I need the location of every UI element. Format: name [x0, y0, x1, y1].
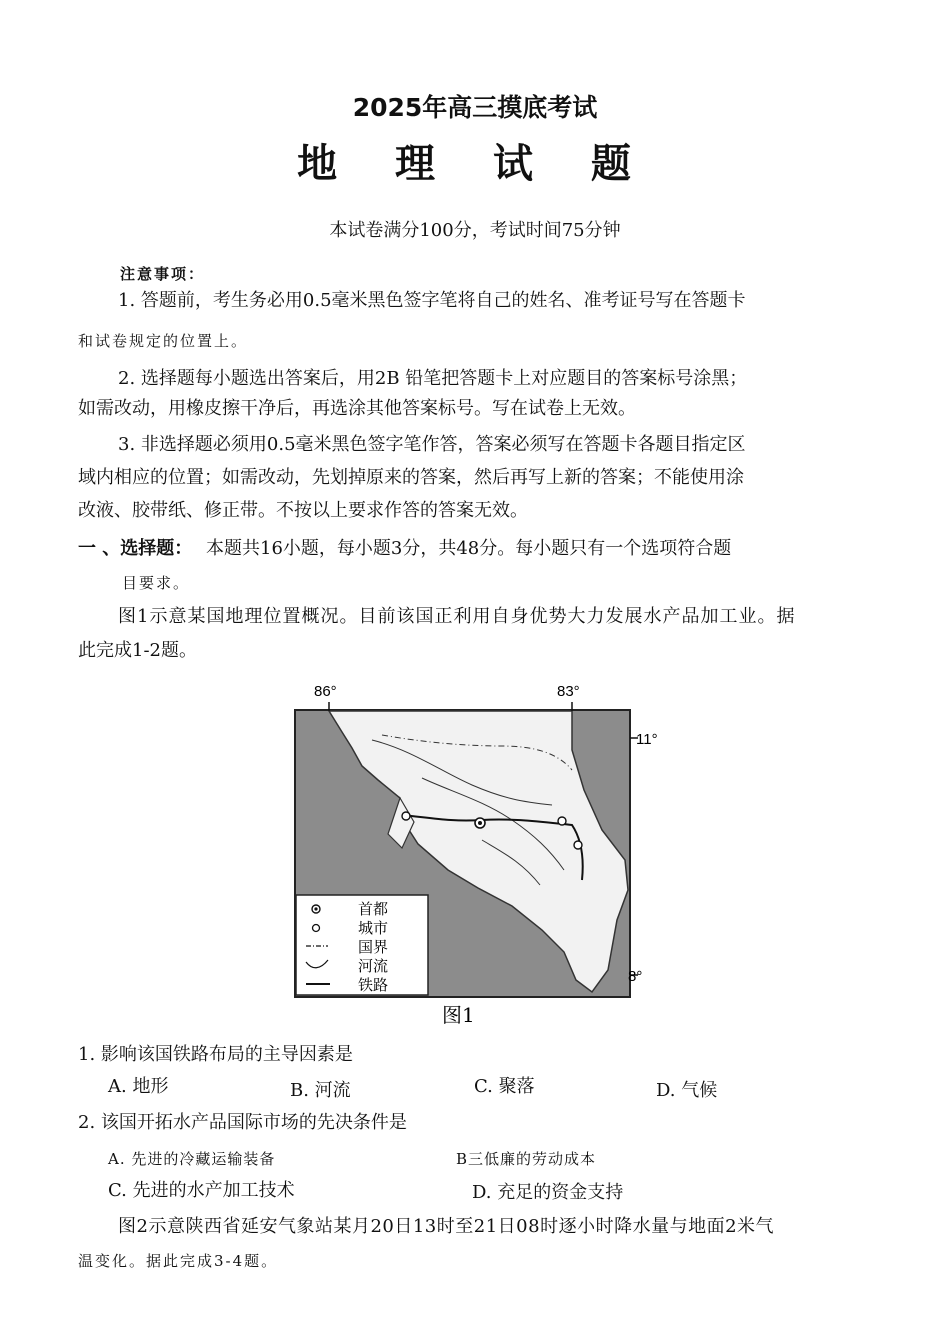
notice-item-1-line2: 和试卷规定的位置上。	[78, 332, 249, 350]
figure1-map	[272, 680, 658, 1027]
q2-option-d: D. 充足的资金支持	[472, 1182, 624, 1203]
intro-q3-4-line1: 图2示意陕西省延安气象站某月20日13时至21日08时逐小时降水量与地面2米气	[118, 1216, 775, 1237]
intro-q1-2-line1: 图1示意某国地理位置概况。目前该国正利用自身优势大力发展水产品加工业。据	[118, 606, 796, 627]
notice-item-3-line3: 改液、胶带纸、修正带。不按以上要求作答的答案无效。	[78, 500, 528, 521]
latitude-label-8: 8°	[628, 968, 643, 985]
legend-label-river: 河流	[358, 957, 389, 975]
q1-option-a: A. 地形	[108, 1076, 169, 1097]
legend-label-city: 城市	[358, 919, 389, 937]
question-2-stem: 2. 该国开拓水产品国际市场的先决条件是	[78, 1112, 407, 1133]
longitude-label-86: 86°	[314, 683, 337, 700]
section1-description-line2: 目要求。	[122, 574, 191, 592]
legend-label-border: 国界	[358, 938, 389, 956]
legend-label-capital: 首都	[358, 900, 389, 918]
notice-item-2-line1: 2. 选择题每小题选出答案后，用2B 铅笔把答题卡上对应题目的答案标号涂黑；	[118, 368, 748, 389]
intro-q3-4-line2: 温变化。据此完成3-4题。	[78, 1252, 279, 1270]
intro-q1-2-line2: 此完成1-2题。	[78, 640, 197, 661]
q2-option-a: A. 先进的冷藏运输装备	[108, 1150, 276, 1168]
longitude-label-83: 83°	[557, 683, 580, 700]
section1-heading: 一 、选择题：	[78, 538, 193, 559]
notice-item-3-line1: 3. 非选择题必须用0.5毫米黑色签字笔作答，答案必须写在答题卡各题目指定区	[118, 434, 746, 455]
subject-title: 地 理 试 题	[297, 141, 653, 187]
q1-option-d: D. 气候	[656, 1080, 718, 1101]
latitude-label-11: 11°	[636, 731, 658, 748]
legend-label-railway: 铁路	[358, 976, 389, 994]
figure1-caption: 图1	[442, 1003, 475, 1027]
notice-heading: 注意事项：	[120, 265, 206, 283]
exam-meta: 本试卷满分100分，考试时间75分钟	[329, 220, 621, 241]
q2-option-b: B三低廉的劳动成本	[456, 1150, 597, 1168]
q1-option-c: C. 聚落	[474, 1076, 535, 1097]
exam-title: 2025年高三摸底考试	[352, 93, 598, 122]
notice-item-2-line2: 如需改动，用橡皮擦干净后，再选涂其他答案标号。写在试卷上无效。	[78, 398, 636, 419]
question-1-stem: 1. 影响该国铁路布局的主导因素是	[78, 1044, 353, 1065]
section1-description: 本题共16小题，每小题3分，共48分。每小题只有一个选项符合题	[206, 538, 732, 559]
city-symbol	[313, 925, 320, 932]
q2-option-c: C. 先进的水产加工技术	[108, 1180, 295, 1201]
notice-item-3-line2: 域内相应的位置；如需改动，先划掉原来的答案，然后再写上新的答案；不能使用涂	[78, 467, 744, 488]
q1-option-b: B. 河流	[290, 1080, 351, 1101]
notice-item-1-line1: 1. 答题前，考生务必用0.5毫米黑色签字笔将自己的姓名、准考证号写在答题卡	[118, 290, 746, 311]
